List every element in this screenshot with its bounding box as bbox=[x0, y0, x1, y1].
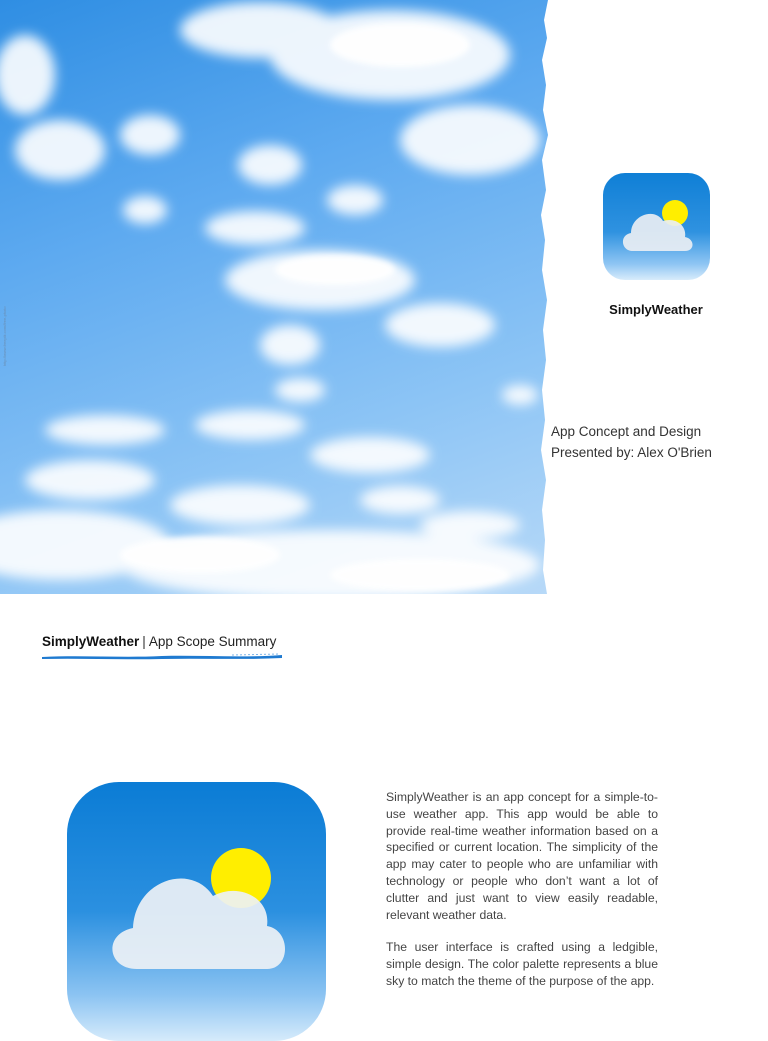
cover-subtitle bbox=[551, 421, 712, 463]
summary-paragraph-1: SimplyWeather is an app concept for a simple-to-use weather app. This app would be able to provide real-time weather information based on a specified or current location. The simplicity of the app may cater to people who are unfamiliar with technology or people who don’t want a lot of clutter and just want to view easily readable, relevant weather data. bbox=[386, 790, 658, 922]
weather-app-icon-large bbox=[67, 782, 326, 1041]
brush-underline bbox=[42, 653, 282, 661]
summary-text bbox=[386, 789, 658, 1006]
app-name: SimplyWeather bbox=[609, 302, 703, 317]
subtitle-concept: App Concept and Design bbox=[551, 424, 702, 439]
header-separator: | bbox=[142, 634, 146, 649]
subtitle-presenter: Presented by: Alex O'Brien bbox=[551, 445, 712, 460]
weather-app-icon bbox=[603, 173, 710, 280]
header-brand: SimplyWeather bbox=[42, 634, 140, 649]
summary-page bbox=[0, 594, 768, 1024]
sky-photo bbox=[0, 0, 548, 594]
torn-paper-edge bbox=[530, 0, 560, 594]
summary-paragraph-2: The user interface is crafted using a ledgible, simple design. The color palette represents a blue sky to match the theme of the purpose of the app. bbox=[386, 940, 658, 988]
photo-credit: http://www.freepik.com/free-photo bbox=[2, 306, 7, 366]
section-header bbox=[42, 634, 276, 649]
header-title: App Scope Summary bbox=[148, 634, 277, 649]
clouds-illustration bbox=[0, 0, 548, 594]
